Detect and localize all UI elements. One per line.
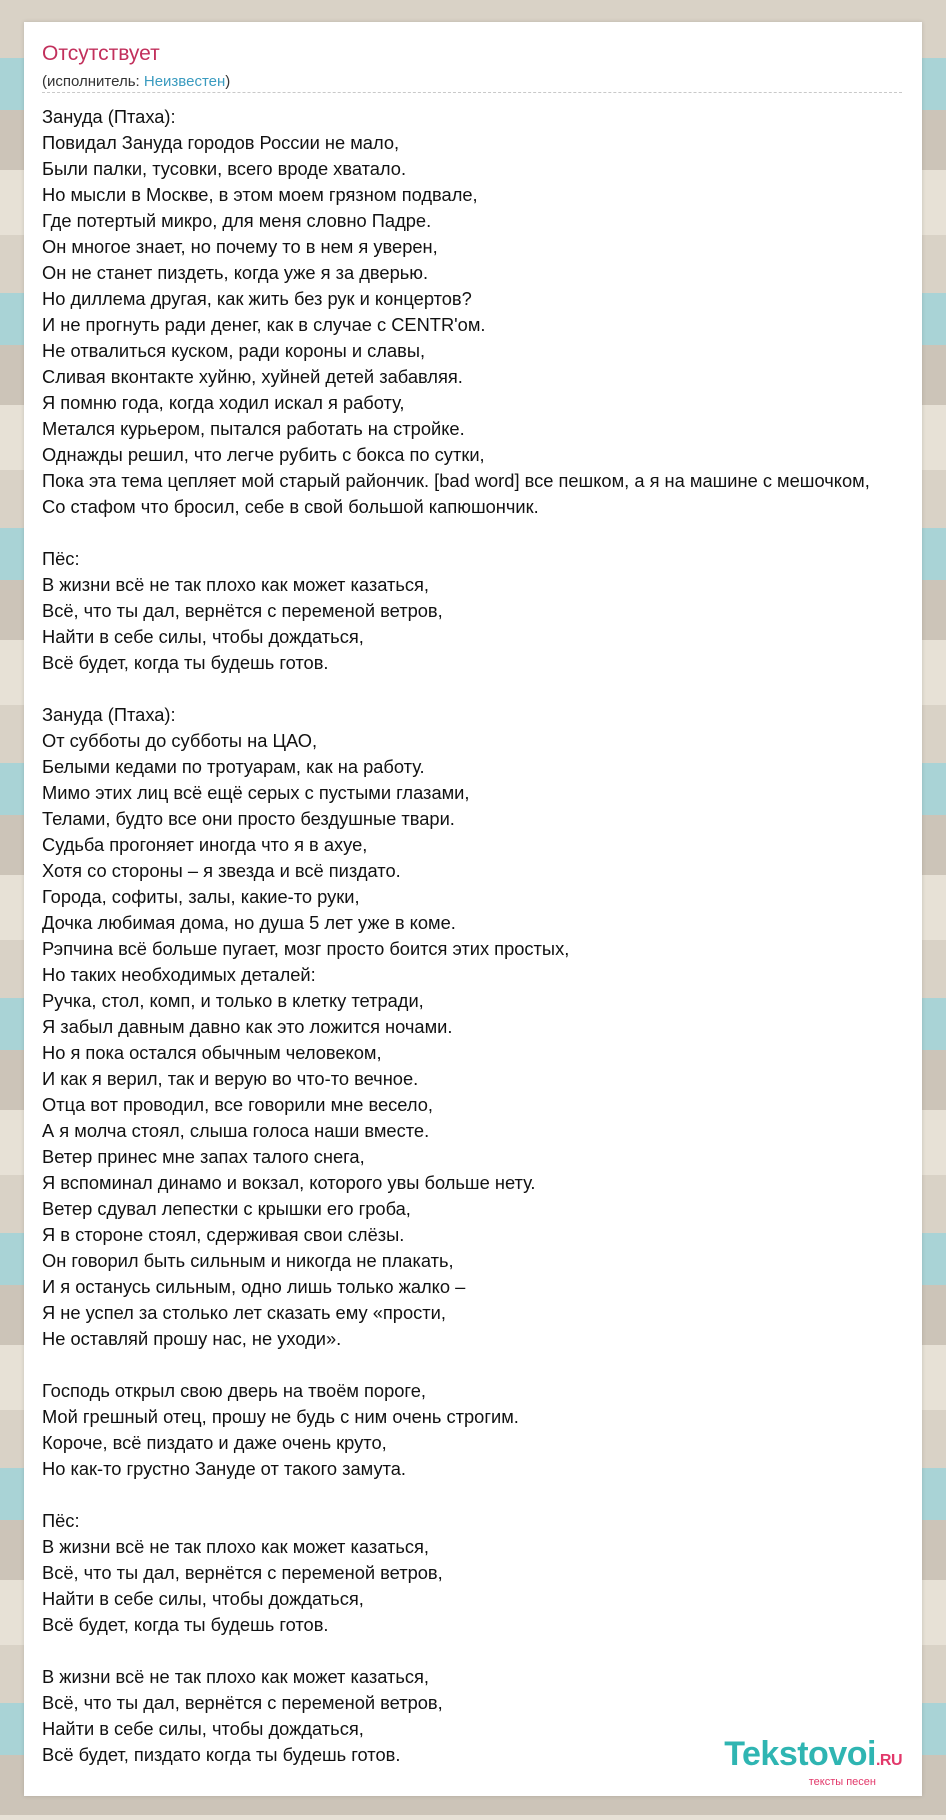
artist-link[interactable]: Неизвестен (143, 73, 226, 90)
lyrics-line: Мимо этих лиц всё ещё серых с пустыми глазами, (42, 782, 470, 803)
lyrics-line: От субботы до субботы на ЦАО, (42, 730, 318, 751)
lyrics-line: Однажды решил, что легче рубить с бокса по сутки, (42, 444, 485, 465)
lyrics-line: Где потертый микро, для меня словно Падре. (42, 210, 432, 231)
lyrics-line: Ветер сдувал лепестки с крышки его гроба, (42, 1198, 411, 1219)
lyrics-line: Но как-то грустно Зануде от такого замута. (42, 1458, 406, 1479)
lyrics-page (24, 22, 922, 1796)
lyrics-line: В жизни всё не так плохо как может казаться, (42, 1536, 429, 1557)
lyrics-line: Белыми кедами по тротуарам, как на работу. (42, 756, 425, 777)
lyrics-line: Всё будет, когда ты будешь готов. (42, 652, 329, 673)
lyrics-line: Судьба прогоняет иногда что я в ахуе, (42, 834, 368, 855)
lyrics-body (42, 104, 922, 1794)
logo-name: Tekstovoi (724, 1735, 876, 1773)
lyrics-line: А я молча стоял, слыша голоса наши вместе. (42, 1120, 430, 1141)
lyrics-stanza (42, 702, 922, 1352)
lyrics-line: Дочка любимая дома, но душа 5 лет уже в коме. (42, 912, 456, 933)
lyrics-line: Пока эта тема цепляет мой старый райончик. [bad word] все пешком, а я на машине с мешочком, (42, 470, 870, 491)
site-logo[interactable] (724, 1737, 902, 1788)
artist-prefix: (исполнитель: (42, 73, 144, 90)
logo-domain: .RU (875, 1752, 902, 1769)
logo-tagline: тексты песен (808, 1776, 876, 1788)
lyrics-line: Я вспоминал динамо и вокзал, которого увы больше нету. (42, 1172, 536, 1193)
lyrics-line: И как я верил, так и верую во что-то вечное. (42, 1068, 419, 1089)
lyrics-line: Телами, будто все они просто бездушные твари. (42, 808, 455, 829)
lyrics-line: Не отвалиться куском, ради короны и славы, (42, 340, 426, 361)
lyrics-line: Найти в себе силы, чтобы дождаться, (42, 1718, 364, 1739)
lyrics-line: Но диллема другая, как жить без рук и концертов? (42, 288, 472, 309)
lyrics-line: Были палки, тусовки, всего вроде хватало. (42, 158, 407, 179)
lyrics-line: Пёс: (42, 1510, 80, 1531)
lyrics-line: Он не станет пиздеть, когда уже я за дверью. (42, 262, 429, 283)
lyrics-line: В жизни всё не так плохо как может казаться, (42, 574, 429, 595)
lyrics-line: Найти в себе силы, чтобы дождаться, (42, 1588, 364, 1609)
lyrics-stanza (42, 104, 922, 520)
artist-line (42, 73, 230, 90)
lyrics-line: Метался курьером, пытался работать на стройке. (42, 418, 465, 439)
lyrics-stanza (42, 1378, 922, 1482)
lyrics-line: Но я пока остался обычным человеком, (42, 1042, 382, 1063)
lyrics-line: В жизни всё не так плохо как может казаться, (42, 1666, 429, 1687)
lyrics-line: И не прогнуть ради денег, как в случае с CENTR'ом. (42, 314, 486, 335)
lyrics-line: Но мысли в Москве, в этом моем грязном подвале, (42, 184, 478, 205)
lyrics-line: Он говорил быть сильным и никогда не плакать, (42, 1250, 454, 1271)
lyrics-line: Ветер принес мне запах талого снега, (42, 1146, 365, 1167)
lyrics-line: Сливая вконтакте хуйню, хуйней детей забавляя. (42, 366, 463, 387)
lyrics-line: Рэпчина всё больше пугает, мозг просто боится этих простых, (42, 938, 570, 959)
lyrics-line: Зануда (Птаха): (42, 106, 176, 127)
lyrics-line: Хотя со стороны – я звезда и всё пиздато. (42, 860, 401, 881)
artist-suffix: ) (225, 73, 231, 90)
lyrics-line: Повидал Зануда городов России не мало, (42, 132, 400, 153)
lyrics-line: Города, софиты, залы, какие-то руки, (42, 886, 360, 907)
lyrics-line: Пёс: (42, 548, 80, 569)
lyrics-line: Я не успел за столько лет сказать ему «прости, (42, 1302, 446, 1323)
title-divider (42, 92, 902, 93)
lyrics-line: Мой грешный отец, прошу не будь с ним очень строгим. (42, 1406, 519, 1427)
lyrics-line: Он многое знает, но почему то в нем я уверен, (42, 236, 438, 257)
lyrics-stanza (42, 546, 922, 676)
lyrics-line: Всё, что ты дал, вернётся с переменой ветров, (42, 600, 443, 621)
lyrics-line: Ручка, стол, комп, и только в клетку тетради, (42, 990, 424, 1011)
lyrics-line: Господь открыл свою дверь на твоём пороге, (42, 1380, 426, 1401)
lyrics-line: Короче, всё пиздато и даже очень круто, (42, 1432, 387, 1453)
lyrics-line: Не оставляй прошу нас, не уходи». (42, 1328, 342, 1349)
lyrics-line: Всё, что ты дал, вернётся с переменой ветров, (42, 1692, 443, 1713)
lyrics-line: Со стафом что бросил, себе в свой большой капюшончик. (42, 496, 539, 517)
lyrics-line: Всё, что ты дал, вернётся с переменой ветров, (42, 1562, 443, 1583)
lyrics-line: Я забыл давным давно как это ложится ночами. (42, 1016, 453, 1037)
lyrics-line: Всё будет, пиздато когда ты будешь готов. (42, 1744, 401, 1765)
lyrics-line: Но таких необходимых деталей: (42, 964, 316, 985)
lyrics-line: И я останусь сильным, одно лишь только жалко – (42, 1276, 466, 1297)
lyrics-line: Я в стороне стоял, сдерживая свои слёзы. (42, 1224, 405, 1245)
song-title: Отсутствует (42, 42, 160, 65)
lyrics-line: Всё будет, когда ты будешь готов. (42, 1614, 329, 1635)
lyrics-line: Зануда (Птаха): (42, 704, 176, 725)
lyrics-line: Найти в себе силы, чтобы дождаться, (42, 626, 364, 647)
lyrics-line: Я помню года, когда ходил искал я работу, (42, 392, 405, 413)
lyrics-line: Отца вот проводил, все говорили мне весело, (42, 1094, 433, 1115)
lyrics-stanza (42, 1508, 922, 1638)
